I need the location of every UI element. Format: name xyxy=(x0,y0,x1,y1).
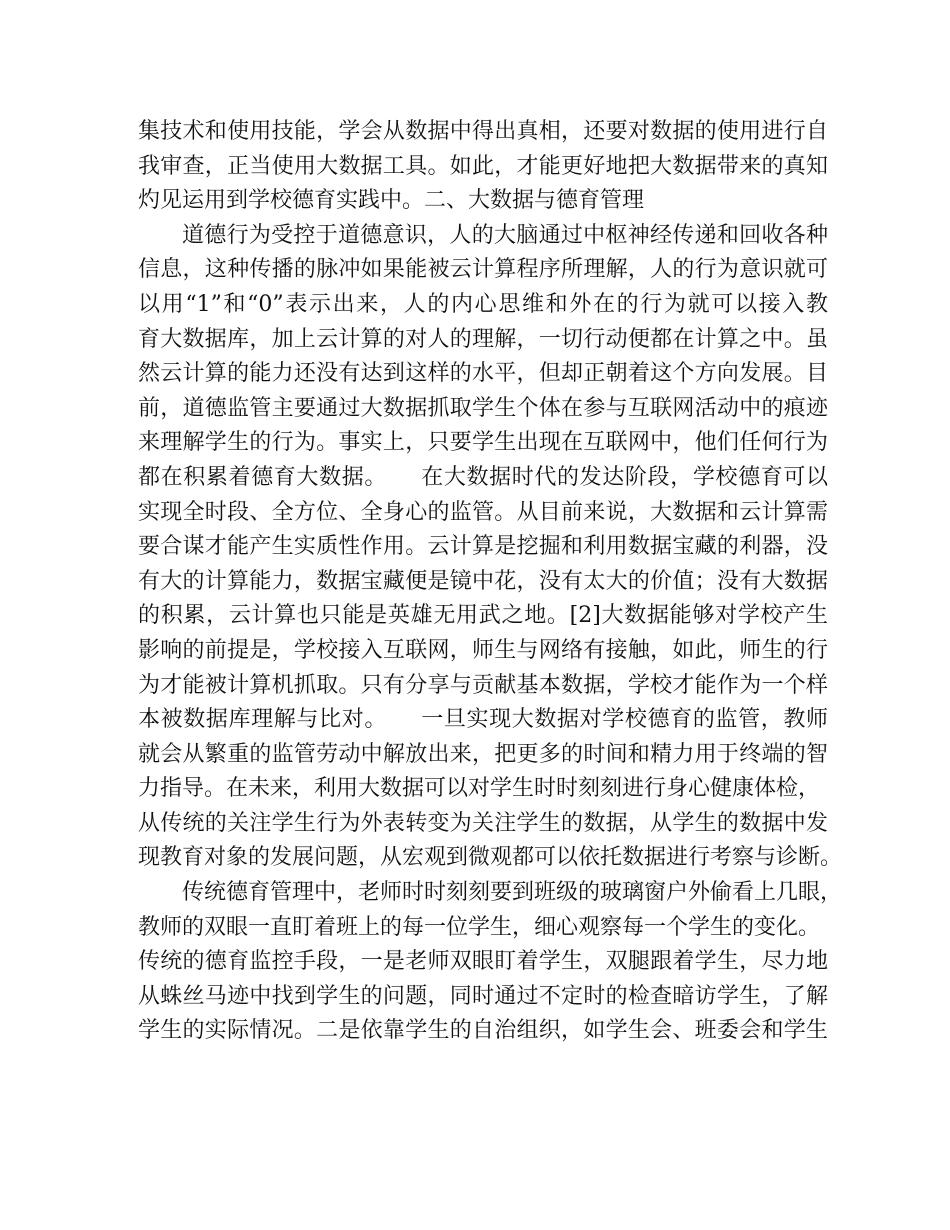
text-line: 信息，这种传播的脉冲如果能被云计算程序所理解，人的行为意识就可 xyxy=(138,257,828,283)
text-line: 道德行为受控于道德意识，人的大脑通过中枢神经传递和回收各种 xyxy=(182,222,828,248)
text-line: 的积累，云计算也只能是英雄无用武之地。[2]大数据能够对学校产生 xyxy=(138,603,828,629)
text-line: 灼见运用到学校德育实践中。二、大数据与德育管理 xyxy=(138,188,645,214)
text-line: 影响的前提是，学校接入互联网，师生与网络有接触，如此，师生的行 xyxy=(138,637,828,663)
text-line: 教师的双眼一直盯着班上的每一位学生，细心观察每一个学生的变化。 xyxy=(138,914,821,940)
text-line: 要合谋才能产生实质性作用。云计算是挖掘和利用数据宝藏的利器，没 xyxy=(138,534,828,560)
text-line: 力指导。在未来，利用大数据可以对学生时时刻刻进行身心健康体检， xyxy=(138,776,821,802)
text-line: 育大数据库，加上云计算的对人的理解，一切行动便都在计算之中。虽 xyxy=(138,326,828,352)
text-line: 现教育对象的发展问题，从宏观到微观都可以依托数据进行考察与诊断。 xyxy=(138,845,843,871)
text-line: 前，道德监管主要通过大数据抓取学生个体在参与互联网活动中的痕迹 xyxy=(138,395,828,421)
text-line: 从蛛丝马迹中找到学生的问题，同时通过不定时的检查暗访学生，了解 xyxy=(138,983,828,1009)
text-line: 以用“1”和“0”表示出来，人的内心思维和外在的行为就可以接入教 xyxy=(138,291,828,317)
body-text xyxy=(138,115,843,1049)
text-line: 来理解学生的行为。事实上，只要学生出现在互联网中，他们任何行为 xyxy=(138,430,828,456)
text-line: 传统的德育监控手段，一是老师双眼盯着学生，双腿跟着学生，尽力地 xyxy=(138,949,828,975)
text-line: 我审查，正当使用大数据工具。如此，才能更好地把大数据带来的真知 xyxy=(138,153,828,179)
text-line: 都在积累着德育大数据。 在大数据时代的发达阶段，学校德育可以 xyxy=(138,464,828,490)
text-line: 为才能被计算机抓取。只有分享与贡献基本数据，学校才能作为一个样 xyxy=(138,672,828,698)
text-line: 从传统的关注学生行为外表转变为关注学生的数据，从学生的数据中发 xyxy=(138,810,828,836)
text-line: 本被数据库理解与比对。 一旦实现大数据对学校德育的监管，教师 xyxy=(138,707,828,733)
text-line: 就会从繁重的监管劳动中解放出来，把更多的时间和精力用于终端的智 xyxy=(138,741,828,767)
text-line: 集技术和使用技能，学会从数据中得出真相，还要对数据的使用进行自 xyxy=(138,119,828,144)
text-line: 传统德育管理中，老师时时刻刻要到班级的玻璃窗户外偷看上几眼， xyxy=(182,880,843,906)
text-line: 实现全时段、全方位、全身心的监管。从目前来说，大数据和云计算需 xyxy=(138,499,828,525)
text-line: 有大的计算能力，数据宝藏便是镜中花，没有太大的价值；没有大数据 xyxy=(138,568,828,594)
text-line: 学生的实际情况。二是依靠学生的自治组织，如学生会、班委会和学生 xyxy=(138,1018,828,1044)
text-line: 然云计算的能力还没有达到这样的水平，但却正朝着这个方向发展。目 xyxy=(138,361,828,387)
